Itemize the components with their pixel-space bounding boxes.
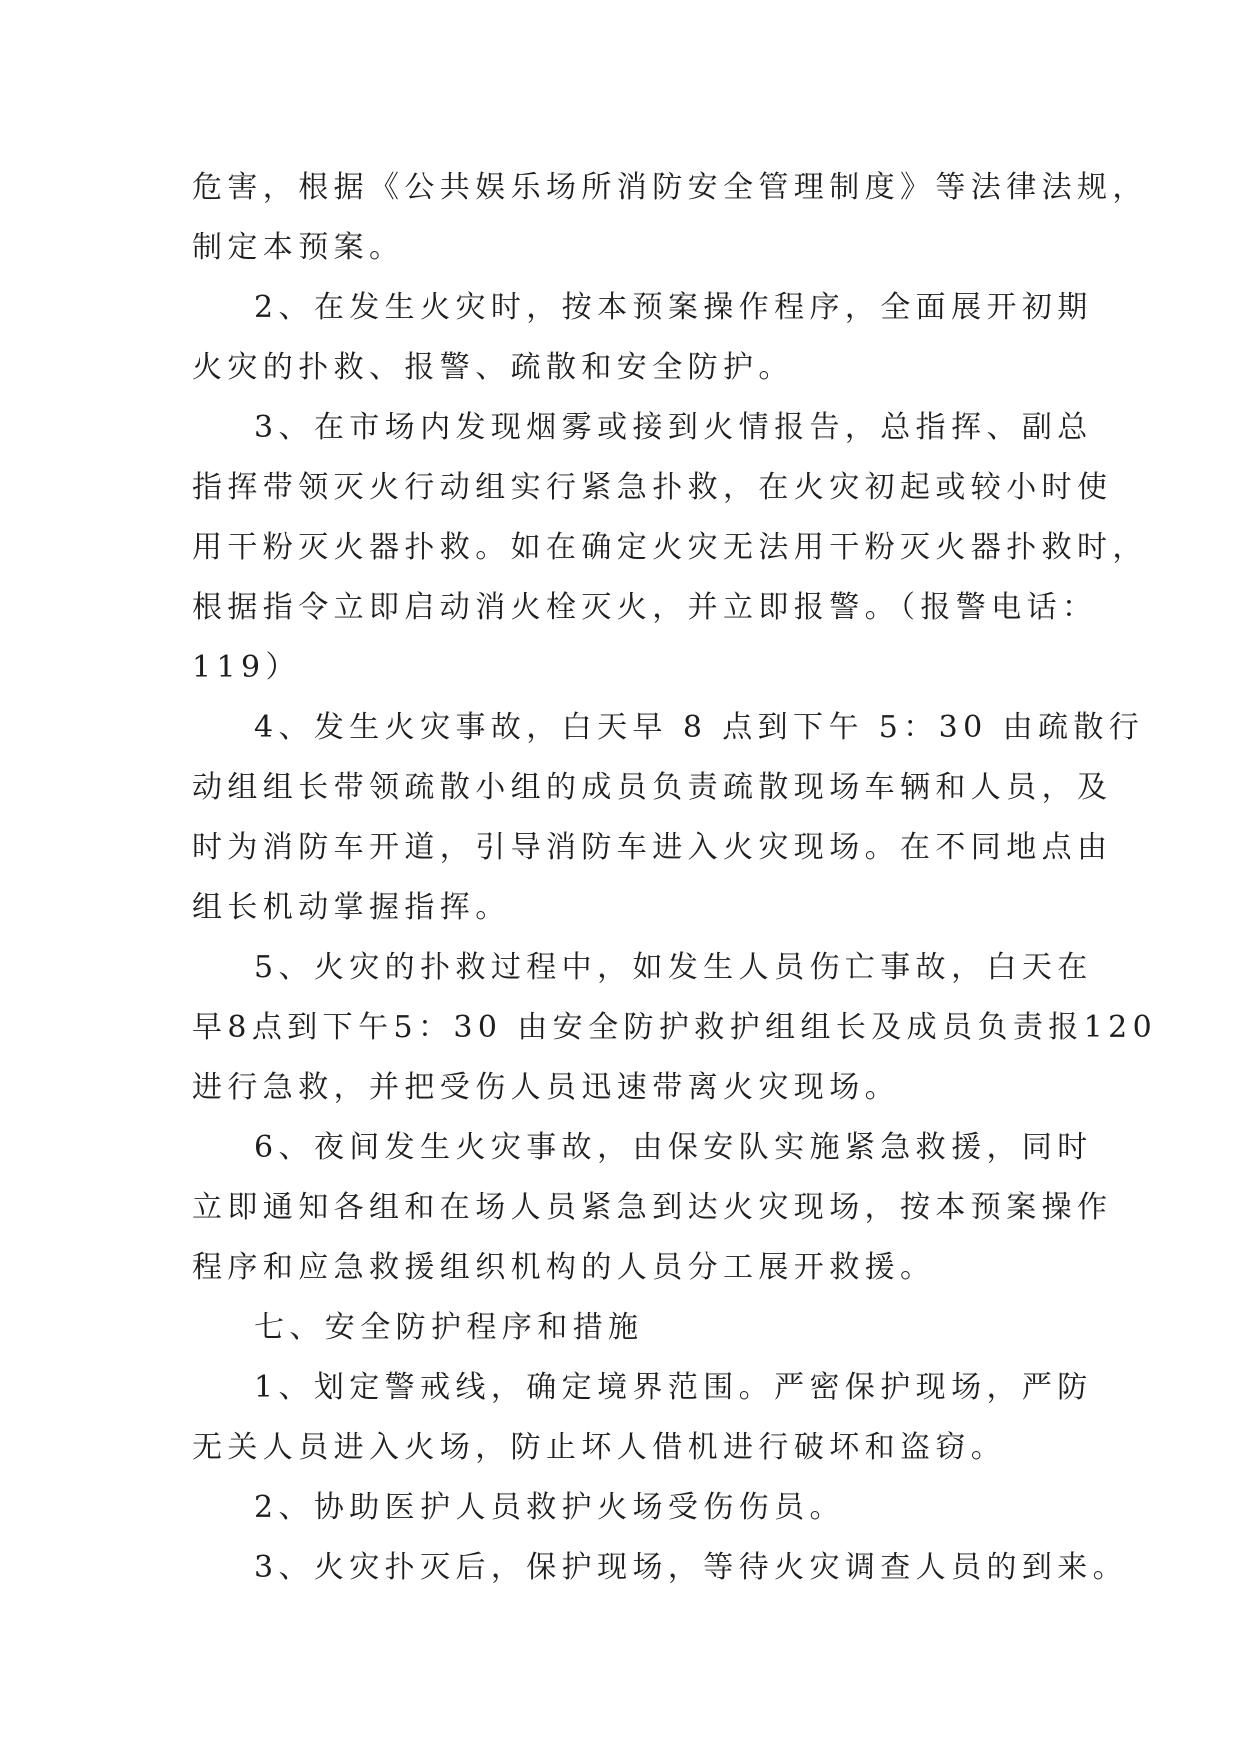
section-heading: 七、安全防护程序和措施 — [254, 1310, 644, 1345]
text-line: 根据指令立即启动消火栓灭火，并立即报警。（报警电话： — [192, 590, 1098, 625]
text-line: 动组组长带领疏散小组的成员负责疏散现场车辆和人员，及 — [192, 770, 1113, 805]
document-page — [192, 158, 1158, 1598]
text-line: 程序和应急救援组织机构的人员分工展开救援。 — [192, 1250, 936, 1285]
text-line: 3、火灾扑灭后，保护现场，等待火灾调查人员的到来。 — [254, 1550, 1129, 1585]
text-line: 6、夜间发生火灾事故，由保安队实施紧急救援，同时 — [254, 1130, 1093, 1165]
text-line: 进行急救，并把受伤人员迅速带离火灾现场。 — [192, 1070, 900, 1105]
text-line: 时为消防车开道，引导消防车进入火灾现场。在不同地点由 — [192, 830, 1113, 865]
text-line: 2、在发生火灾时，按本预案操作程序，全面展开初期 — [254, 290, 1093, 325]
text-line: 3、在市场内发现烟雾或接到火情报告，总指挥、副总 — [254, 410, 1093, 445]
text-line: 指挥带领灭火行动组实行紧急扑救，在火灾初起或较小时使 — [192, 470, 1113, 505]
text-line: 2、协助医护人员救护火场受伤伤员。 — [254, 1490, 845, 1525]
text-line: 火灾的扑救、报警、疏散和安全防护。 — [192, 350, 794, 385]
text-line: 早8点到下午5：30 由安全防护救护组组长及成员负责报120 — [192, 1010, 1158, 1045]
text-line: 119） — [192, 650, 301, 685]
text-line: 用干粉灭火器扑救。如在确定火灾无法用干粉灭火器扑救时， — [192, 530, 1148, 565]
text-line: 组长机动掌握指挥。 — [192, 890, 511, 925]
text-line: 1、划定警戒线，确定境界范围。严密保护现场，严防 — [254, 1370, 1093, 1405]
text-line: 危害，根据《公共娱乐场所消防安全管理制度》等法律法规， — [192, 170, 1148, 205]
text-line: 无关人员进入火场，防止坏人借机进行破坏和盗窃。 — [192, 1430, 1007, 1465]
text-line: 制定本预案。 — [192, 230, 405, 265]
text-line: 4、发生火灾事故，白天早 8 点到下午 5：30 由疏散行 — [254, 710, 1145, 745]
text-line: 5、火灾的扑救过程中，如发生人员伤亡事故，白天在 — [254, 950, 1093, 985]
text-line: 立即通知各组和在场人员紧急到达火灾现场，按本预案操作 — [192, 1190, 1113, 1225]
